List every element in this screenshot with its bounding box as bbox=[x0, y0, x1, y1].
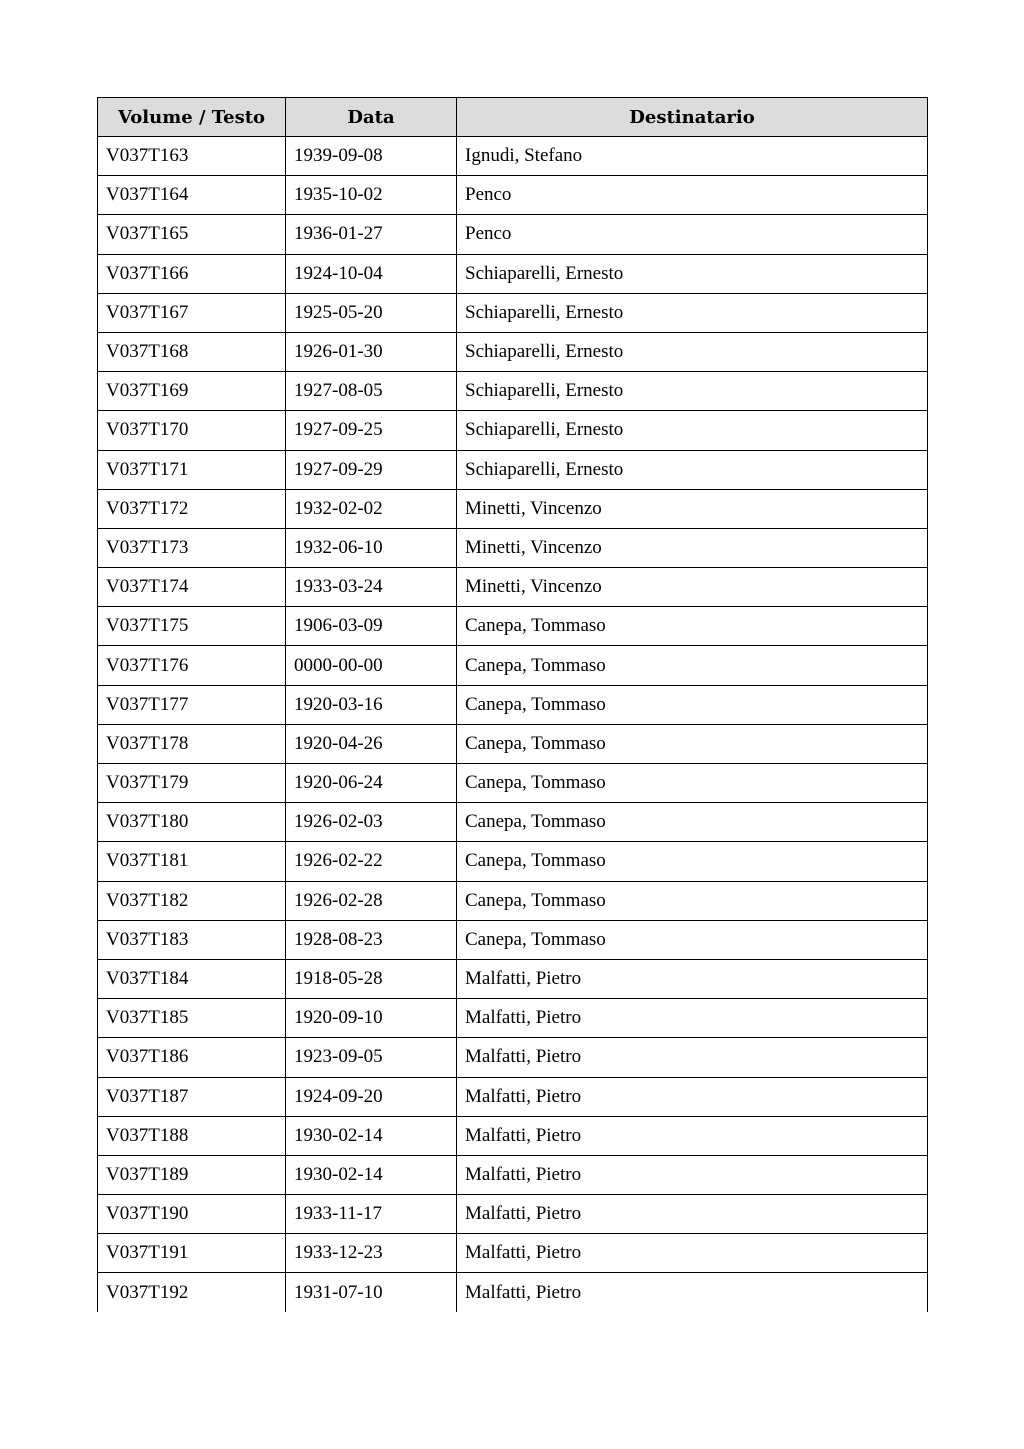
cell-volume-testo: V037T179 bbox=[98, 764, 286, 803]
cell-data: 1927-09-25 bbox=[286, 411, 457, 450]
cell-destinatario: Malfatti, Pietro bbox=[457, 1195, 928, 1234]
table-row bbox=[98, 881, 928, 920]
cell-destinatario: Schiaparelli, Ernesto bbox=[457, 332, 928, 371]
table-row bbox=[98, 254, 928, 293]
cell-volume-testo: V037T163 bbox=[98, 137, 286, 176]
cell-destinatario: Malfatti, Pietro bbox=[457, 1116, 928, 1155]
cell-data: 1923-09-05 bbox=[286, 1038, 457, 1077]
cell-volume-testo: V037T166 bbox=[98, 254, 286, 293]
table-row bbox=[98, 489, 928, 528]
table-row bbox=[98, 176, 928, 215]
cell-volume-testo: V037T165 bbox=[98, 215, 286, 254]
table-row bbox=[98, 803, 928, 842]
cell-destinatario: Malfatti, Pietro bbox=[457, 1234, 928, 1273]
cell-volume-testo: V037T180 bbox=[98, 803, 286, 842]
cell-data: 1926-01-30 bbox=[286, 332, 457, 371]
cell-destinatario: Malfatti, Pietro bbox=[457, 959, 928, 998]
table-row bbox=[98, 411, 928, 450]
cell-destinatario: Schiaparelli, Ernesto bbox=[457, 411, 928, 450]
table-row bbox=[98, 920, 928, 959]
cell-volume-testo: V037T171 bbox=[98, 450, 286, 489]
cell-destinatario: Minetti, Vincenzo bbox=[457, 489, 928, 528]
cell-volume-testo: V037T191 bbox=[98, 1234, 286, 1273]
cell-volume-testo: V037T183 bbox=[98, 920, 286, 959]
cell-data: 0000-00-00 bbox=[286, 646, 457, 685]
table-row bbox=[98, 372, 928, 411]
cell-destinatario: Canepa, Tommaso bbox=[457, 607, 928, 646]
cell-data: 1920-03-16 bbox=[286, 685, 457, 724]
cell-destinatario: Canepa, Tommaso bbox=[457, 881, 928, 920]
table-row bbox=[98, 764, 928, 803]
cell-volume-testo: V037T177 bbox=[98, 685, 286, 724]
table-row bbox=[98, 1273, 928, 1312]
table-row bbox=[98, 450, 928, 489]
cell-destinatario: Schiaparelli, Ernesto bbox=[457, 372, 928, 411]
cell-data: 1928-08-23 bbox=[286, 920, 457, 959]
cell-destinatario: Canepa, Tommaso bbox=[457, 842, 928, 881]
cell-volume-testo: V037T184 bbox=[98, 959, 286, 998]
cell-destinatario: Penco bbox=[457, 215, 928, 254]
cell-volume-testo: V037T190 bbox=[98, 1195, 286, 1234]
cell-destinatario: Malfatti, Pietro bbox=[457, 1273, 928, 1312]
cell-data: 1920-06-24 bbox=[286, 764, 457, 803]
table-row bbox=[98, 1116, 928, 1155]
cell-destinatario: Malfatti, Pietro bbox=[457, 1155, 928, 1194]
cell-volume-testo: V037T164 bbox=[98, 176, 286, 215]
cell-destinatario: Ignudi, Stefano bbox=[457, 137, 928, 176]
table-row bbox=[98, 568, 928, 607]
table-row bbox=[98, 842, 928, 881]
cell-data: 1924-10-04 bbox=[286, 254, 457, 293]
column-header-volume-testo: Volume / Testo bbox=[98, 98, 286, 137]
cell-data: 1920-04-26 bbox=[286, 724, 457, 763]
table-row bbox=[98, 137, 928, 176]
column-header-destinatario: Destinatario bbox=[457, 98, 928, 137]
cell-volume-testo: V037T169 bbox=[98, 372, 286, 411]
cell-destinatario: Canepa, Tommaso bbox=[457, 920, 928, 959]
cell-destinatario: Schiaparelli, Ernesto bbox=[457, 450, 928, 489]
cell-destinatario: Malfatti, Pietro bbox=[457, 999, 928, 1038]
cell-destinatario: Minetti, Vincenzo bbox=[457, 528, 928, 567]
cell-data: 1935-10-02 bbox=[286, 176, 457, 215]
cell-destinatario: Schiaparelli, Ernesto bbox=[457, 254, 928, 293]
cell-volume-testo: V037T176 bbox=[98, 646, 286, 685]
cell-data: 1927-08-05 bbox=[286, 372, 457, 411]
cell-volume-testo: V037T192 bbox=[98, 1273, 286, 1312]
table-row bbox=[98, 215, 928, 254]
cell-destinatario: Canepa, Tommaso bbox=[457, 646, 928, 685]
cell-volume-testo: V037T189 bbox=[98, 1155, 286, 1194]
cell-destinatario: Canepa, Tommaso bbox=[457, 685, 928, 724]
cell-volume-testo: V037T185 bbox=[98, 999, 286, 1038]
cell-destinatario: Canepa, Tommaso bbox=[457, 803, 928, 842]
table-row bbox=[98, 1038, 928, 1077]
cell-data: 1930-02-14 bbox=[286, 1116, 457, 1155]
cell-volume-testo: V037T167 bbox=[98, 293, 286, 332]
table-row bbox=[98, 1077, 928, 1116]
cell-destinatario: Penco bbox=[457, 176, 928, 215]
cell-volume-testo: V037T182 bbox=[98, 881, 286, 920]
cell-data: 1932-02-02 bbox=[286, 489, 457, 528]
cell-volume-testo: V037T178 bbox=[98, 724, 286, 763]
cell-volume-testo: V037T168 bbox=[98, 332, 286, 371]
cell-destinatario: Malfatti, Pietro bbox=[457, 1038, 928, 1077]
cell-volume-testo: V037T170 bbox=[98, 411, 286, 450]
table-body bbox=[98, 137, 928, 1313]
cell-data: 1927-09-29 bbox=[286, 450, 457, 489]
cell-volume-testo: V037T181 bbox=[98, 842, 286, 881]
cell-data: 1926-02-03 bbox=[286, 803, 457, 842]
table-row bbox=[98, 528, 928, 567]
cell-data: 1925-05-20 bbox=[286, 293, 457, 332]
table-row bbox=[98, 1195, 928, 1234]
cell-data: 1931-07-10 bbox=[286, 1273, 457, 1312]
cell-destinatario: Canepa, Tommaso bbox=[457, 724, 928, 763]
cell-volume-testo: V037T175 bbox=[98, 607, 286, 646]
table-header bbox=[98, 98, 928, 137]
table-row bbox=[98, 685, 928, 724]
cell-data: 1920-09-10 bbox=[286, 999, 457, 1038]
cell-data: 1932-06-10 bbox=[286, 528, 457, 567]
table-row bbox=[98, 1155, 928, 1194]
table-row bbox=[98, 332, 928, 371]
cell-volume-testo: V037T187 bbox=[98, 1077, 286, 1116]
cell-volume-testo: V037T173 bbox=[98, 528, 286, 567]
cell-data: 1933-03-24 bbox=[286, 568, 457, 607]
table-header-row bbox=[98, 98, 928, 137]
cell-data: 1926-02-22 bbox=[286, 842, 457, 881]
cell-data: 1936-01-27 bbox=[286, 215, 457, 254]
table-row bbox=[98, 959, 928, 998]
letters-index-table bbox=[97, 97, 928, 1312]
table-row bbox=[98, 607, 928, 646]
cell-volume-testo: V037T186 bbox=[98, 1038, 286, 1077]
column-header-data: Data bbox=[286, 98, 457, 137]
table-row bbox=[98, 293, 928, 332]
cell-data: 1924-09-20 bbox=[286, 1077, 457, 1116]
cell-data: 1933-11-17 bbox=[286, 1195, 457, 1234]
cell-data: 1933-12-23 bbox=[286, 1234, 457, 1273]
cell-volume-testo: V037T174 bbox=[98, 568, 286, 607]
cell-volume-testo: V037T188 bbox=[98, 1116, 286, 1155]
cell-data: 1930-02-14 bbox=[286, 1155, 457, 1194]
table-row bbox=[98, 999, 928, 1038]
table-row bbox=[98, 646, 928, 685]
cell-data: 1939-09-08 bbox=[286, 137, 457, 176]
cell-destinatario: Minetti, Vincenzo bbox=[457, 568, 928, 607]
cell-data: 1918-05-28 bbox=[286, 959, 457, 998]
table-row bbox=[98, 1234, 928, 1273]
cell-destinatario: Schiaparelli, Ernesto bbox=[457, 293, 928, 332]
cell-destinatario: Malfatti, Pietro bbox=[457, 1077, 928, 1116]
cell-destinatario: Canepa, Tommaso bbox=[457, 764, 928, 803]
cell-volume-testo: V037T172 bbox=[98, 489, 286, 528]
table-row bbox=[98, 724, 928, 763]
cell-data: 1926-02-28 bbox=[286, 881, 457, 920]
cell-data: 1906-03-09 bbox=[286, 607, 457, 646]
